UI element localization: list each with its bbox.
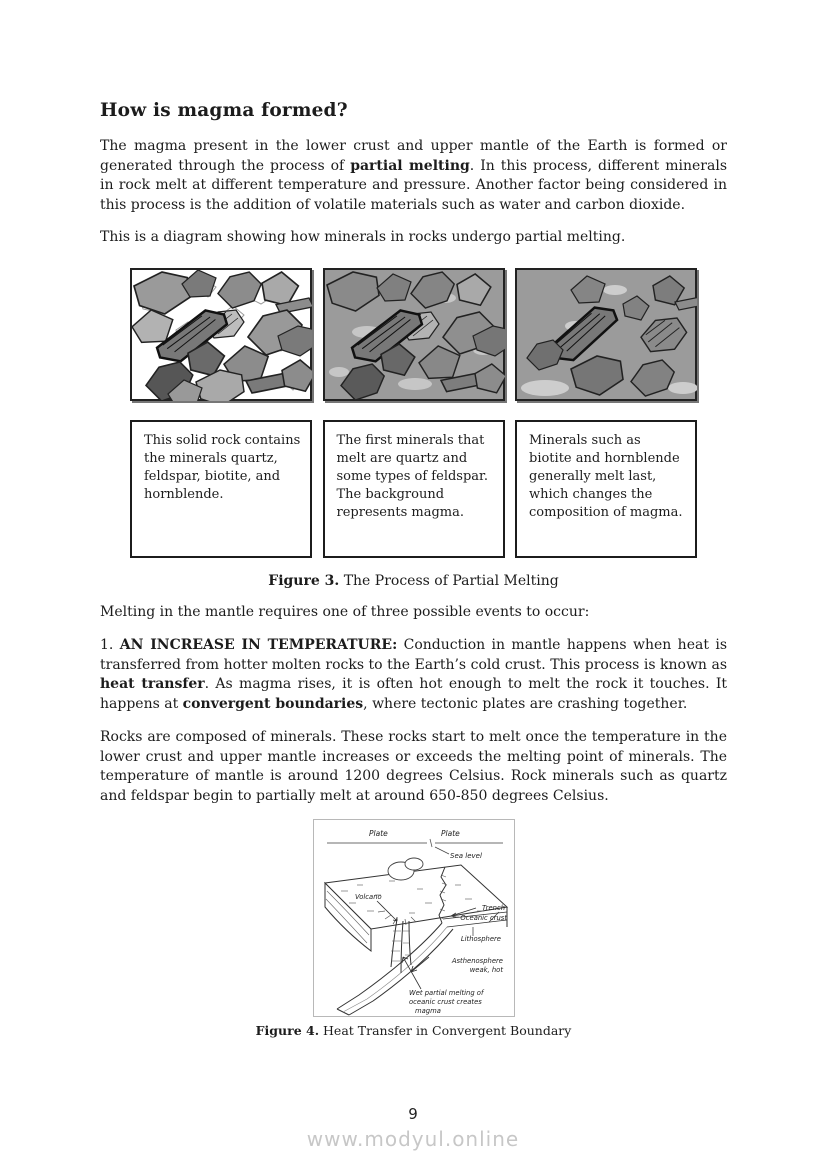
intro-paragraph: The magma present in the lower crust and upper mantle of the Earth is formed or generated through the process of partial melting. In this process, different minerals in rock melt at different temperature and pressure. Another factor being considered in this process is the addition of volatile materials such as water and carbon dioxide.	[100, 138, 728, 213]
convergent-boundary-diagram	[313, 819, 515, 1017]
melting-events-line: Melting in the mantle requires one of three possible events to occur:	[100, 603, 590, 620]
rock-mostly-melted-image	[515, 268, 697, 401]
figure3-image-row	[130, 268, 697, 401]
trench-label: Trench	[481, 904, 505, 912]
diagram-intro-paragraph: This is a diagram showing how minerals in rocks undergo partial melting.	[100, 229, 626, 245]
rocks-minerals-paragraph: Rocks are composed of minerals. These rocks start to melt once the temperature in the lower crust and upper mantle increases or exceeds the melting point of minerals. The temperature of mantle is around 1200 degrees Celsius. Rock minerals such as quartz and feldspar begin to partially melt at around 650-850 degrees Celsius.	[100, 729, 727, 804]
asthenosphere-label-line1: Asthenosphere	[451, 957, 503, 965]
figure3-caption-boxes	[130, 420, 697, 558]
rock-solid-image	[130, 268, 312, 401]
increase-temperature-paragraph: 1. AN INCREASE IN TEMPERATURE: Conduction in mantle happens when heat is transferred from hotter molten rocks to the Earth’s cold crust. This process is known as heat transfer. As magma rises, it is often hot enough to melt the rock it touches. It happens at convergent boundaries, where tectonic plates are crashing together.	[100, 637, 728, 712]
figure3-area	[130, 268, 697, 558]
wet-melting-label-line2: oceanic crust creates	[408, 998, 482, 1006]
asthenosphere-label-line2: weak, hot	[469, 966, 503, 974]
volcano-label: Volcano	[354, 893, 382, 901]
caption-box-melt-last: Minerals such as biotite and hornblende generally melt last, which changes the composition of magma.	[515, 420, 697, 558]
page-number: 9	[408, 1105, 418, 1123]
wet-melting-label-line1: Wet partial melting of	[408, 989, 483, 997]
caption-box-solid-rock: This solid rock contains the minerals quartz, feldspar, biotite, and hornblende.	[130, 420, 312, 558]
caption-box-first-melt: The first minerals that melt are quartz and some types of feldspar. The background represents magma.	[323, 420, 505, 558]
plate-right-label: Plate	[440, 829, 460, 838]
page-title: How is magma formed?	[100, 100, 348, 121]
page-content	[100, 0, 727, 1051]
plate-left-label: Plate	[368, 829, 388, 838]
wet-melting-label-line3: magma	[414, 1007, 441, 1015]
oceanic-crust-label: Oceanic crust	[459, 914, 507, 922]
watermark: www.modyul.online	[306, 1127, 520, 1151]
rock-partial-melt-image	[323, 268, 505, 401]
sea-level-label: Sea level	[449, 852, 482, 860]
figure4-area	[100, 819, 727, 1038]
figure4-caption: Figure 4. Heat Transfer in Convergent Boundary	[255, 1023, 572, 1038]
figure3-caption: Figure 3. The Process of Partial Melting	[268, 572, 559, 589]
lithosphere-label: Lithosphere	[460, 935, 501, 943]
